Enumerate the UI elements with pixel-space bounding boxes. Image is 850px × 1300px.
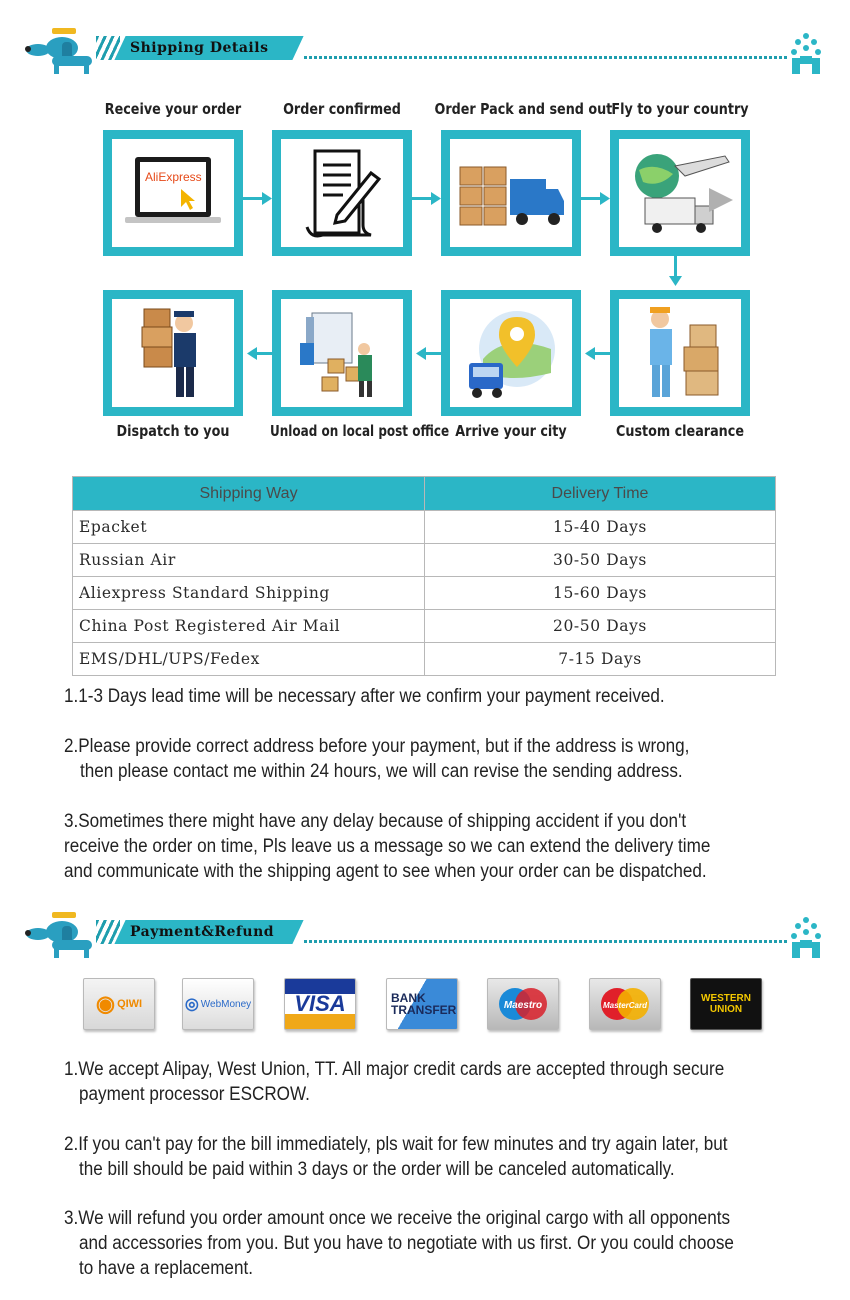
western-union-logo — [690, 978, 762, 1030]
payment-note-2-line-1: 2.If you can't pay for the bill immediately, pls wait for few minutes and try again later, but — [64, 1134, 728, 1155]
shipping-way-cell: Russian Air — [73, 544, 425, 577]
step-dispatch — [103, 290, 243, 416]
flow-arrow — [593, 352, 610, 355]
payment-note-2-line-2: the bill should be paid within 3 days or the order will be canceled automatically. — [79, 1159, 675, 1180]
webmoney-logo — [182, 978, 254, 1030]
shipping-note-3-line-2: receive the order on time, Pls leave us a message so we can extend the delivery time — [64, 836, 711, 857]
globe-plane-truck-icon — [625, 148, 735, 238]
courier-boxes-icon — [128, 303, 218, 403]
step-label-unload: Unload on local post office — [270, 422, 450, 440]
delivery-time-cell: 7-15 Days — [425, 643, 776, 676]
western-text: WESTERN — [701, 993, 751, 1004]
webmoney-globe-icon: ◎ — [184, 996, 199, 1013]
table-row — [73, 577, 776, 610]
mastercard-text: MasterCard — [602, 1001, 648, 1010]
arrow-right-icon — [431, 192, 441, 205]
flow-arrow — [255, 352, 272, 355]
shipping-table — [72, 476, 776, 676]
arrow-down-icon — [669, 276, 682, 286]
transfer-text: TRANSFER — [391, 1002, 457, 1017]
document-pen-icon — [297, 143, 387, 243]
map-pin-truck-icon — [461, 303, 561, 403]
flow-arrow — [674, 256, 677, 278]
step-arrive-city — [441, 290, 581, 416]
step-label-pack: Order Pack and send out — [434, 100, 613, 118]
visa-text: VISA — [294, 991, 346, 1016]
laptop-icon — [123, 151, 223, 235]
col-shipping-way: Shipping Way — [73, 477, 425, 511]
maestro-logo — [487, 978, 559, 1030]
qiwi-logo — [83, 978, 155, 1030]
unloading-truck-icon — [292, 303, 392, 403]
step-label-confirmed: Order confirmed — [283, 100, 401, 118]
union-text: UNION — [709, 1004, 743, 1015]
paw-icon — [786, 30, 826, 76]
shipping-details-banner — [22, 26, 828, 76]
aliexpress-text: AliExpress — [145, 170, 202, 184]
table-row — [73, 610, 776, 643]
step-order-confirmed — [272, 130, 412, 256]
payment-section-title: Payment&Refund — [130, 924, 275, 940]
step-receive-order — [103, 130, 243, 256]
payment-note-1-line-1: 1.We accept Alipay, West Union, TT. All major credit cards are accepted through secure — [64, 1059, 725, 1080]
bank-transfer-logo — [386, 978, 458, 1030]
flow-arrow — [424, 352, 441, 355]
qiwi-circle-icon: ◉ — [95, 991, 116, 1016]
payment-refund-banner — [22, 910, 828, 960]
shipping-note-3-line-3: and communicate with the shipping agent to see when your order can be dispatched. — [64, 861, 707, 882]
visa-logo — [284, 978, 356, 1030]
shipping-way-cell: Epacket — [73, 511, 425, 544]
paw-icon — [786, 914, 826, 960]
step-custom-clearance — [610, 290, 750, 416]
shipping-note-2-line-1: 2.Please provide correct address before your payment, but if the address is wrong, — [64, 736, 690, 757]
step-pack-send — [441, 130, 581, 256]
maestro-text: Maestro — [503, 1000, 543, 1011]
dachshund-icon — [22, 28, 100, 76]
delivery-time-cell: 15-60 Days — [425, 577, 776, 610]
shipping-section-title: Shipping Details — [130, 40, 269, 56]
shipping-way-cell: Aliexpress Standard Shipping — [73, 577, 425, 610]
shipping-note-1: 1.1-3 Days lead time will be necessary after we confirm your payment received. — [64, 686, 665, 707]
dachshund-icon — [22, 912, 100, 960]
table-row — [73, 643, 776, 676]
delivery-time-cell: 30-50 Days — [425, 544, 776, 577]
step-label-receive: Receive your order — [104, 100, 242, 118]
shipping-way-cell: EMS/DHL/UPS/Fedex — [73, 643, 425, 676]
step-unload — [272, 290, 412, 416]
delivery-time-cell: 15-40 Days — [425, 511, 776, 544]
mastercard-circles-icon — [595, 984, 655, 1024]
inspector-boxes-icon — [630, 303, 730, 403]
arrow-right-icon — [600, 192, 610, 205]
shipping-way-cell: China Post Registered Air Mail — [73, 610, 425, 643]
table-row — [73, 511, 776, 544]
col-delivery-time: Delivery Time — [425, 477, 776, 511]
bank-text: BANK — [391, 990, 426, 1005]
step-fly-country — [610, 130, 750, 256]
mastercard-logo — [589, 978, 661, 1030]
delivery-time-cell: 20-50 Days — [425, 610, 776, 643]
shipping-note-3-line-1: 3.Sometimes there might have any delay because of shipping accident if you don't — [64, 811, 687, 832]
webmoney-text: WebMoney — [200, 998, 252, 1010]
table-header-row — [73, 477, 776, 511]
step-label-arrive: Arrive your city — [455, 422, 567, 440]
payment-note-3-line-2: and accessories from you. But you have to negotiate with us first. Or you could choose — [79, 1233, 734, 1254]
step-label-fly: Fly to your country — [611, 100, 749, 118]
table-row — [73, 544, 776, 577]
step-label-custom: Custom clearance — [616, 422, 744, 440]
payment-note-3-line-1: 3.We will refund you order amount once we receive the original cargo with all opponents — [64, 1208, 731, 1229]
step-label-dispatch: Dispatch to you — [116, 422, 230, 440]
qiwi-text: QIWI — [117, 998, 143, 1010]
maestro-circles-icon — [493, 984, 553, 1024]
arrow-right-icon — [262, 192, 272, 205]
shipping-note-2-line-2: then please contact me within 24 hours, we will can revise the sending address. — [80, 761, 683, 782]
truck-boxes-icon — [456, 153, 566, 233]
payment-note-1-line-2: payment processor ESCROW. — [79, 1084, 310, 1105]
payment-note-3-line-3: to have a replacement. — [79, 1258, 253, 1279]
